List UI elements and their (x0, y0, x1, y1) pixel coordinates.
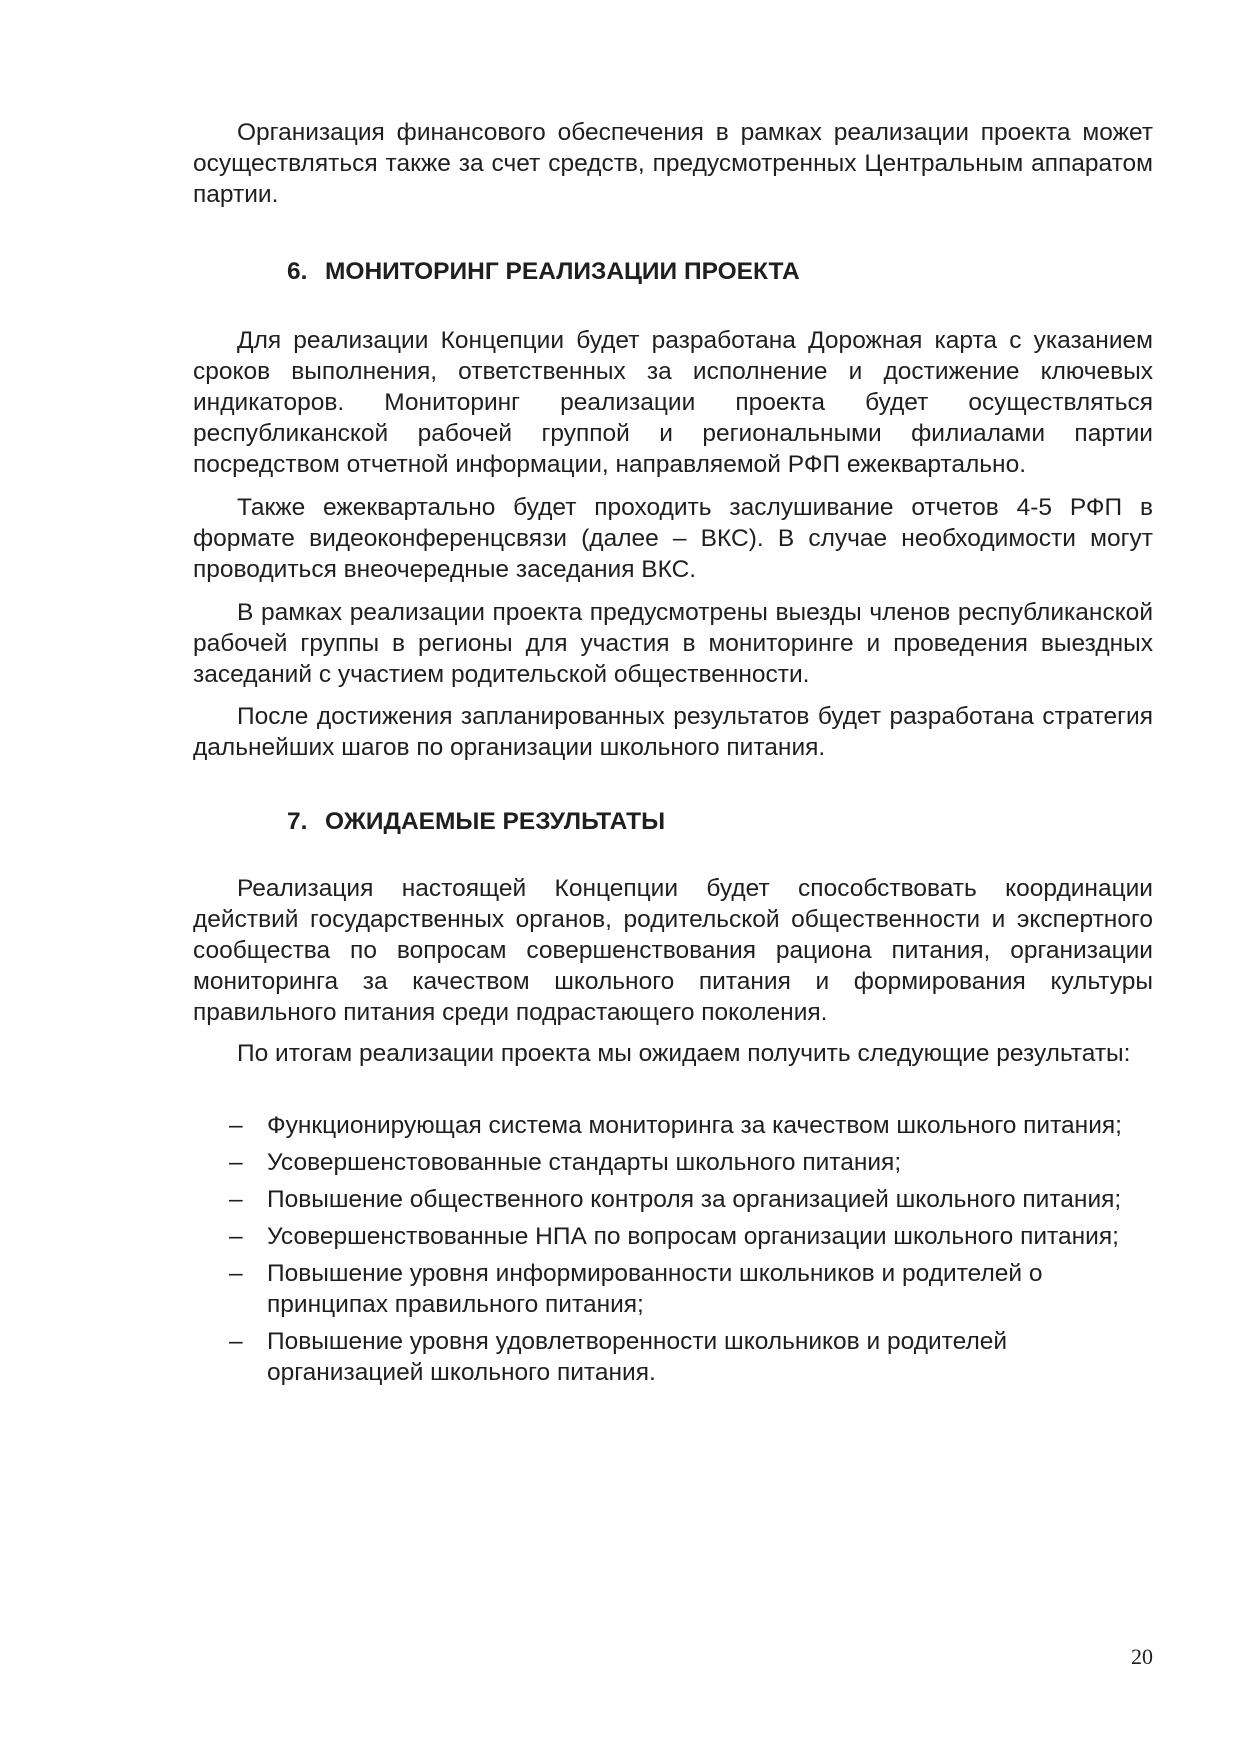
section-number: 6. (287, 258, 308, 285)
section-number: 7. (287, 808, 308, 835)
list-item (193, 1184, 1153, 1215)
paragraph-monitoring-strategy: После достижения запланированных результатов будет разработана стратегия дальнейших шагов по организации школьного питания. (193, 703, 1153, 761)
section-heading-results (287, 806, 665, 837)
list-marker: – (229, 1149, 243, 1176)
paragraph-funding: Организация финансового обеспечения в рамках реализации проекта может осуществляться также за счет средств, предусмотренных Центральным аппаратом партии. (193, 119, 1153, 208)
list-item-text: Повышение общественного контроля за организацией школьного питания; (267, 1186, 1122, 1213)
list-item (193, 1221, 1153, 1252)
list-item-text: Усовершенствованные НПА по вопросам организации школьного питания; (267, 1223, 1119, 1250)
list-marker: – (229, 1260, 243, 1287)
list-marker: – (229, 1223, 243, 1250)
list-item-text: Повышение уровня удовлетворенности школьников и родителей организацией школьного питания. (267, 1328, 1008, 1386)
paragraph-monitoring-roadmap: Для реализации Концепции будет разработана Дорожная карта с указанием сроков выполнения, ответственных за исполнение и достижение ключевых индикаторов. Мониторинг реализации проекта будет осуществляться республиканской рабочей группой и региональными филиалами партии посредством отчетной информации, направляемой РФП ежеквартально. (193, 327, 1153, 478)
page-number: 20 (1131, 1644, 1153, 1669)
list-item-text: Функционирующая система мониторинга за качеством школьного питания; (267, 1112, 1122, 1139)
paragraph-monitoring-visits: В рамках реализации проекта предусмотрены выезды членов республиканской рабочей группы в регионы для участия в мониторинге и проведения выездных заседаний с участием родительской общественности. (193, 599, 1153, 688)
list-item (193, 1110, 1153, 1141)
list-marker: – (229, 1186, 243, 1213)
list-item-text: Усовершенстовованные стандарты школьного питания; (267, 1149, 902, 1176)
section-title: ОЖИДАЕМЫЕ РЕЗУЛЬТАТЫ (325, 808, 666, 835)
expected-results-list (193, 1110, 1153, 1394)
list-item-text: Повышение уровня информированности школьников и родителей о принципах правильного питания; (267, 1260, 1043, 1318)
list-marker: – (229, 1328, 243, 1355)
list-marker: – (229, 1112, 243, 1139)
section-title: МОНИТОРИНГ РЕАЛИЗАЦИИ ПРОЕКТА (325, 258, 800, 285)
paragraph-results-intro: По итогам реализации проекта мы ожидаем получить следующие результаты: (237, 1040, 1131, 1067)
list-item (193, 1258, 1153, 1320)
paragraph-monitoring-vks: Также ежеквартально будет проходить заслушивание отчетов 4-5 РФП в формате видеоконференцсвязи (далее – ВКС). В случае необходимости могут проводиться внеочередные заседания ВКС. (193, 494, 1153, 583)
section-heading-monitoring (287, 256, 800, 287)
paragraph-results-coordination: Реализация настоящей Концепции будет способствовать координации действий государственных органов, родительской общественности и экспертного сообщества по вопросам совершенствования рациона питания, организации мониторинга за качеством школьного питания и формирования культуры правильного питания среди подрастающего поколения. (193, 875, 1153, 1026)
list-item (193, 1326, 1153, 1388)
list-item (193, 1147, 1153, 1178)
